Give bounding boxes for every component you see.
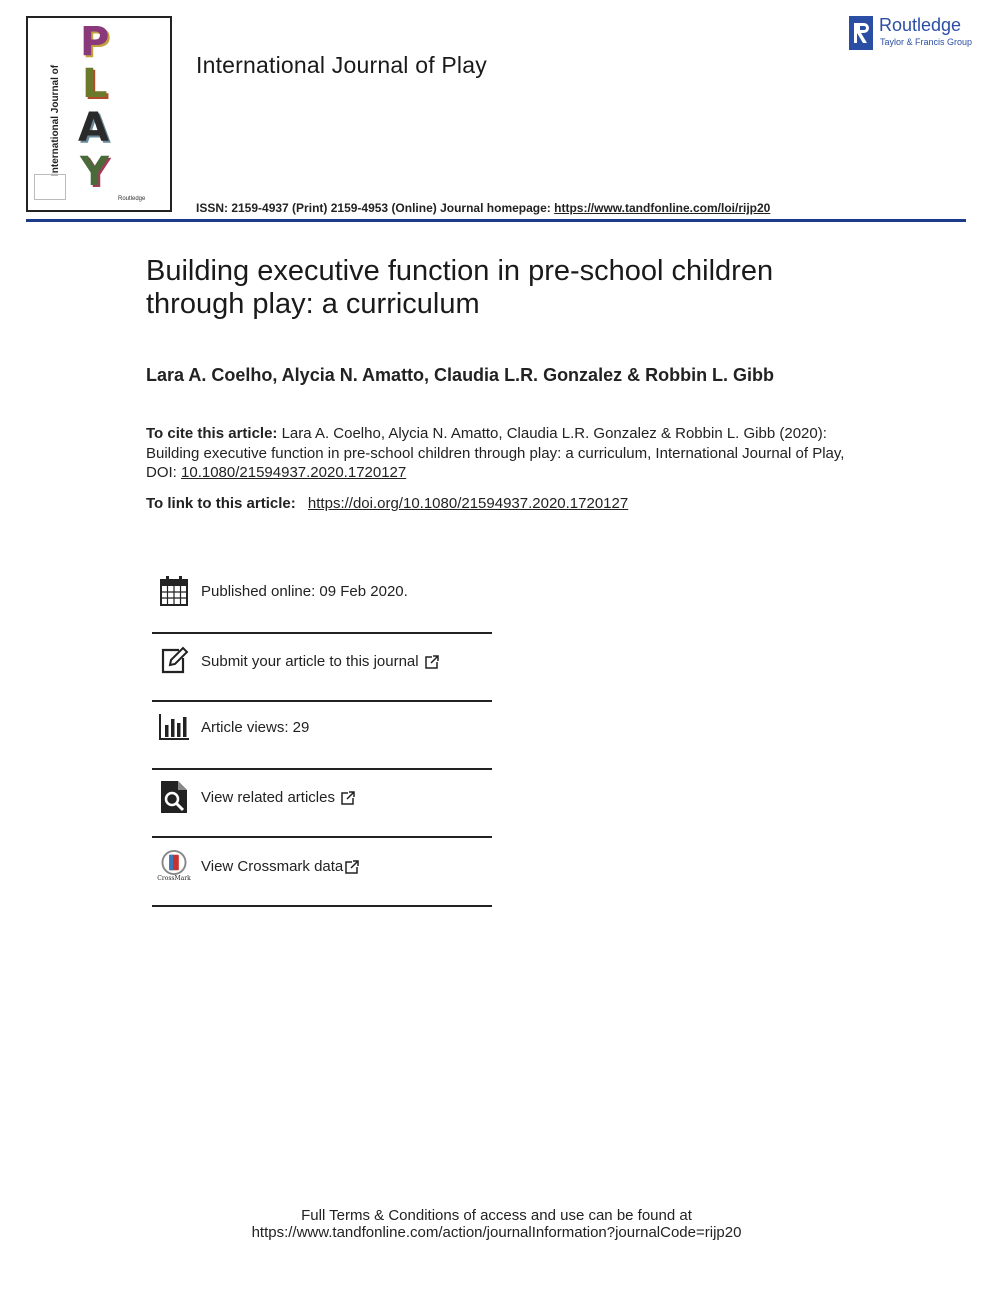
crossmark-icon bbox=[158, 850, 190, 882]
submit-article-link[interactable] bbox=[201, 653, 439, 670]
journal-title: International Journal of Play bbox=[196, 52, 487, 78]
published-online-text: Published online: 09 Feb 2020. bbox=[201, 582, 408, 600]
terms-footer bbox=[0, 1207, 984, 1241]
crossmark-row[interactable] bbox=[158, 848, 359, 884]
citation-block bbox=[146, 424, 846, 483]
external-link-icon bbox=[341, 791, 355, 805]
article-views-text: Article views: 29 bbox=[201, 718, 310, 736]
link-label: To link to this article: bbox=[146, 495, 296, 512]
journal-cover bbox=[26, 16, 172, 212]
cover-publisher: Routledge bbox=[118, 196, 146, 202]
info-divider bbox=[152, 700, 492, 702]
cover-side-title: International Journal of bbox=[50, 64, 61, 176]
cover-letter-p: P bbox=[80, 19, 110, 65]
edit-pencil-icon bbox=[158, 645, 190, 677]
article-authors: Lara A. Coelho, Alycia N. Amatto, Claudia L.R. Gonzalez & Robbin L. Gibb bbox=[146, 365, 775, 385]
related-articles-link[interactable] bbox=[201, 789, 355, 806]
article-link-line bbox=[146, 495, 628, 512]
info-divider bbox=[152, 768, 492, 770]
issn-text: ISSN: 2159-4937 (Print) 2159-4953 (Online) Journal homepage: bbox=[196, 201, 555, 215]
routledge-group: Taylor & Francis Group bbox=[880, 37, 973, 47]
external-link-icon bbox=[345, 860, 359, 874]
submit-article-row[interactable] bbox=[158, 643, 439, 679]
related-articles-label: View related articles bbox=[201, 788, 335, 806]
info-divider bbox=[152, 632, 492, 634]
cover-sketch-image bbox=[34, 174, 66, 200]
cite-text: Lara A. Coelho, Alycia N. Amatto, Claudia L.R. Gonzalez & Robbin L. Gibb (2020): Building executive function in pre-school children through play: a curriculum, International Journal of Play, DOI: bbox=[146, 425, 845, 481]
journal-homepage-link[interactable]: https://www.tandfonline.com/loi/rijp20 bbox=[554, 201, 771, 215]
submit-article-label: Submit your article to this journal bbox=[201, 652, 419, 670]
info-divider bbox=[152, 905, 492, 907]
cover-letter-a: A bbox=[78, 105, 109, 151]
article-views-row bbox=[158, 709, 309, 745]
external-link-icon bbox=[425, 655, 439, 669]
related-articles-row[interactable] bbox=[158, 779, 355, 815]
routledge-logo-icon bbox=[849, 16, 873, 50]
crossmark-label: View Crossmark data bbox=[201, 857, 344, 875]
doi-link[interactable]: 10.1080/21594937.2020.1720127 bbox=[181, 464, 407, 481]
crossmark-link[interactable] bbox=[201, 858, 359, 875]
crossmark-badge-text: CrossMark bbox=[157, 875, 191, 882]
document-search-icon bbox=[158, 781, 190, 813]
cover-letter-l: L bbox=[82, 61, 108, 107]
footer-terms-url[interactable]: https://www.tandfonline.com/action/journalInformation?journalCode=rijp20 bbox=[251, 1224, 742, 1241]
info-divider bbox=[152, 836, 492, 838]
cover-letter-y: Y bbox=[80, 149, 109, 195]
issn-line bbox=[196, 201, 770, 215]
header-divider bbox=[26, 219, 966, 222]
article-doi-url[interactable]: https://doi.org/10.1080/21594937.2020.1720127 bbox=[307, 495, 629, 512]
routledge-name: Routledge bbox=[879, 15, 962, 35]
article-title: Building executive function in pre-school children through play: a curriculum bbox=[146, 255, 774, 320]
cite-label: To cite this article: bbox=[146, 425, 278, 442]
footer-line-1: Full Terms & Conditions of access and use can be found at bbox=[301, 1207, 692, 1224]
calendar-icon bbox=[158, 575, 190, 607]
bar-chart-icon bbox=[158, 711, 190, 743]
published-online-row bbox=[158, 573, 408, 609]
